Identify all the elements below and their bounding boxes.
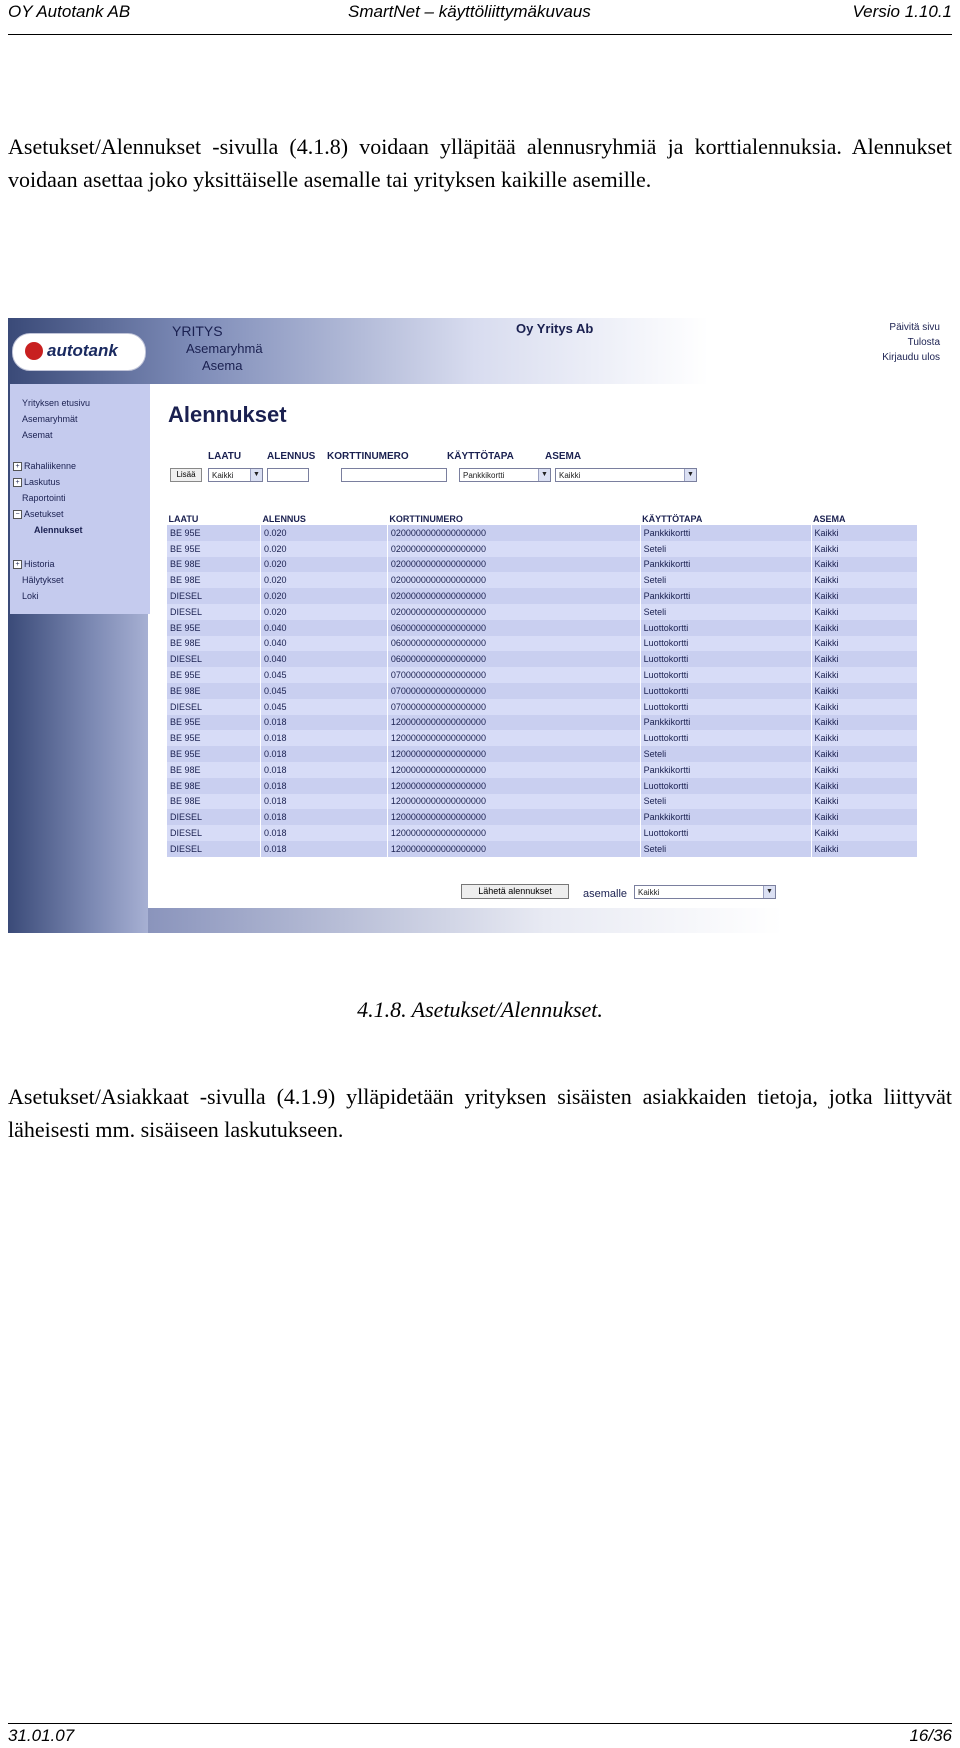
sidebar-item-label: Asetukset: [24, 509, 64, 519]
table-cell: 0.018: [260, 825, 387, 841]
sidebar-item-company-home[interactable]: Yrityksen etusivu: [22, 398, 91, 408]
sidebar-item-history[interactable]: [13, 559, 55, 569]
page-footer: [8, 1723, 952, 1748]
kayttotapa-select[interactable]: [459, 468, 551, 482]
table-cell: 0.045: [260, 667, 387, 683]
table-row[interactable]: [167, 541, 918, 557]
page-title: Alennukset: [168, 402, 287, 427]
table-cell: Seteli: [640, 572, 811, 588]
table-cell: Kaikki: [811, 620, 917, 636]
table-cell: Luottokortti: [640, 667, 811, 683]
table-row[interactable]: [167, 604, 918, 620]
table-cell: 1200000000000000000: [387, 746, 640, 762]
logo-text: autotank: [47, 341, 118, 360]
table-cell: 0.020: [260, 557, 387, 573]
table-cell: Pankkikortti: [640, 525, 811, 541]
sidebar-item-alarms[interactable]: Hälytykset: [22, 575, 64, 585]
expand-plus-icon[interactable]: +: [13, 462, 22, 471]
table-row[interactable]: [167, 525, 918, 541]
table-cell: 0.018: [260, 730, 387, 746]
nav-station-level[interactable]: Asema: [202, 358, 243, 373]
chevron-down-icon[interactable]: ▼: [250, 469, 262, 481]
sidebar-item-invoicing[interactable]: [13, 477, 60, 487]
company-name: Oy Yritys Ab: [516, 321, 594, 336]
table-cell: 0.018: [260, 778, 387, 794]
table-row[interactable]: [167, 557, 918, 573]
screenshot-figure: [8, 318, 942, 933]
table-cell: 0.020: [260, 604, 387, 620]
table-row[interactable]: [167, 667, 918, 683]
table-cell: 1200000000000000000: [387, 778, 640, 794]
table-row[interactable]: [167, 699, 918, 715]
column-header[interactable]: KORTTINUMERO: [389, 513, 463, 524]
alennus-input[interactable]: [267, 468, 309, 482]
korttinumero-input[interactable]: [341, 468, 447, 482]
sidebar-item-station-groups[interactable]: Asemaryhmät: [22, 414, 78, 424]
column-header[interactable]: KÄYTTÖTAPA: [642, 513, 703, 524]
chevron-down-icon[interactable]: ▼: [763, 886, 775, 898]
table-cell: 0.018: [260, 809, 387, 825]
table-cell: 1200000000000000000: [387, 809, 640, 825]
print-link[interactable]: Tulosta: [907, 337, 940, 348]
table-row[interactable]: [167, 636, 918, 652]
table-cell: Kaikki: [811, 572, 917, 588]
footer-date: 31.01.07: [8, 1726, 75, 1745]
send-discounts-button[interactable]: Lähetä alennukset: [461, 884, 569, 899]
sidebar-item-label: Laskutus: [24, 477, 61, 487]
table-cell: Kaikki: [811, 809, 917, 825]
asema-value: Kaikki: [559, 471, 581, 480]
table-cell: Kaikki: [811, 841, 917, 857]
asemalle-select[interactable]: [634, 885, 776, 899]
page-header: [8, 0, 952, 35]
table-cell: Kaikki: [811, 604, 917, 620]
table-cell: 0.040: [260, 620, 387, 636]
expand-plus-icon[interactable]: +: [13, 478, 22, 487]
table-cell: DIESEL: [167, 588, 261, 604]
table-cell: 1200000000000000000: [387, 794, 640, 810]
sidebar-item-settings[interactable]: [13, 509, 64, 519]
laatu-select[interactable]: [208, 468, 263, 482]
figure-caption: 4.1.8. Asetukset/Alennukset.: [357, 997, 603, 1022]
table-row[interactable]: [167, 730, 918, 746]
table-cell: 0600000000000000000: [387, 651, 640, 667]
column-header[interactable]: ALENNUS: [262, 513, 306, 524]
chevron-down-icon[interactable]: ▼: [538, 469, 550, 481]
table-cell: 0.045: [260, 683, 387, 699]
table-cell: Kaikki: [811, 715, 917, 731]
main-content: [150, 384, 930, 908]
table-cell: Pankkikortti: [640, 715, 811, 731]
table-cell: Luottokortti: [640, 730, 811, 746]
table-cell: Kaikki: [811, 636, 917, 652]
table-cell: 0700000000000000000: [387, 699, 640, 715]
second-paragraph: Asetukset/Asiakkaat -sivulla (4.1.9) ylläpidetään yrityksen sisäisten asiakkaiden tietoja, jotka liittyvät läheisesti mm. sisäiseen laskutukseen.: [8, 1084, 952, 1142]
table-cell: Kaikki: [811, 762, 917, 778]
table-row[interactable]: [167, 778, 918, 794]
table-cell: Seteli: [640, 794, 811, 810]
table-cell: 0.020: [260, 572, 387, 588]
table-cell: Seteli: [640, 841, 811, 857]
table-cell: Luottokortti: [640, 651, 811, 667]
discounts-table: [166, 512, 917, 857]
table-cell: 1200000000000000000: [387, 762, 640, 778]
table-cell: Kaikki: [811, 667, 917, 683]
table-cell: 0.020: [260, 525, 387, 541]
table-cell: 0600000000000000000: [387, 636, 640, 652]
table-cell: 0200000000000000000: [387, 588, 640, 604]
table-row[interactable]: [167, 572, 918, 588]
table-cell: Kaikki: [811, 557, 917, 573]
label-alennus: ALENNUS: [267, 451, 316, 462]
asema-select[interactable]: [555, 468, 697, 482]
top-right-links: [882, 320, 940, 365]
footer-page-number: 16/36: [909, 1726, 952, 1745]
table-cell: BE 98E: [167, 572, 261, 588]
table-cell: BE 98E: [167, 778, 261, 794]
top-banner: [8, 318, 942, 384]
table-cell: Kaikki: [811, 825, 917, 841]
sidebar-item-reporting[interactable]: Raportointi: [22, 493, 66, 503]
table-cell: Kaikki: [811, 588, 917, 604]
table-cell: Seteli: [640, 746, 811, 762]
table-cell: 1200000000000000000: [387, 715, 640, 731]
table-row[interactable]: [167, 841, 918, 857]
intro-paragraph: Asetukset/Alennukset -sivulla (4.1.8) voidaan ylläpitää alennusryhmiä ja korttialennuksia. Alennukset voidaan asettaa joko yksittäiselle asemalle tai yrityksen kaikille asemille.: [8, 134, 952, 192]
laatu-value: Kaikki: [212, 471, 234, 480]
sidebar: [10, 384, 150, 614]
table-cell: Kaikki: [811, 730, 917, 746]
table-cell: BE 95E: [167, 525, 261, 541]
table-cell: 0.040: [260, 636, 387, 652]
table-row[interactable]: [167, 588, 918, 604]
table-cell: Luottokortti: [640, 825, 811, 841]
table-cell: Luottokortti: [640, 636, 811, 652]
table-row[interactable]: [167, 762, 918, 778]
table-row[interactable]: [167, 746, 918, 762]
label-asema: ASEMA: [545, 451, 582, 462]
table-cell: Kaikki: [811, 683, 917, 699]
asemalle-value: Kaikki: [638, 888, 660, 897]
table-row[interactable]: [167, 715, 918, 731]
add-button[interactable]: Lisää: [170, 468, 202, 482]
table-cell: Pankkikortti: [640, 588, 811, 604]
logout-link[interactable]: Kirjaudu ulos: [882, 352, 940, 363]
header-document-title: SmartNet – käyttöliittymäkuvaus: [348, 2, 591, 21]
table-cell: Kaikki: [811, 541, 917, 557]
sidebar-item-label: Historia: [24, 559, 55, 569]
asemalle-label: asemalle: [583, 888, 628, 900]
table-cell: 0.018: [260, 715, 387, 731]
table-cell: DIESEL: [167, 651, 261, 667]
table-cell: Luottokortti: [640, 778, 811, 794]
table-row[interactable]: [167, 809, 918, 825]
table-cell: 1200000000000000000: [387, 730, 640, 746]
table-cell: DIESEL: [167, 809, 261, 825]
table-body: [167, 525, 918, 857]
header-version: Versio 1.10.1: [852, 2, 952, 21]
table-row[interactable]: [167, 620, 918, 636]
table-row[interactable]: [167, 651, 918, 667]
nav-group-level[interactable]: Asemaryhmä: [186, 341, 263, 356]
table-cell: 1200000000000000000: [387, 841, 640, 857]
table-cell: Luottokortti: [640, 620, 811, 636]
table-cell: Luottokortti: [640, 683, 811, 699]
table-cell: Kaikki: [811, 699, 917, 715]
table-cell: BE 95E: [167, 730, 261, 746]
table-cell: Seteli: [640, 541, 811, 557]
table-cell: Kaikki: [811, 778, 917, 794]
table-cell: DIESEL: [167, 841, 261, 857]
table-cell: BE 98E: [167, 557, 261, 573]
table-cell: 0.018: [260, 841, 387, 857]
refresh-link[interactable]: Päivitä sivu: [889, 322, 940, 333]
table-cell: Kaikki: [811, 525, 917, 541]
table-row[interactable]: [167, 825, 918, 841]
sidebar-item-discounts[interactable]: Alennukset: [34, 525, 83, 535]
table-cell: BE 98E: [167, 683, 261, 699]
logo-mark-icon: [25, 342, 43, 360]
collapse-minus-icon[interactable]: −: [13, 510, 22, 519]
table-cell: 0600000000000000000: [387, 620, 640, 636]
table-cell: BE 95E: [167, 746, 261, 762]
table-cell: DIESEL: [167, 825, 261, 841]
table-cell: 0.020: [260, 588, 387, 604]
label-kayttotapa: KÄYTTÖTAPA: [447, 451, 514, 462]
bottom-gradient: [148, 908, 942, 933]
table-header-row: [167, 512, 918, 525]
kayttotapa-value: Pankkikortti: [463, 471, 505, 480]
label-korttinumero: KORTTINUMERO: [327, 451, 409, 462]
table-cell: Seteli: [640, 604, 811, 620]
table-cell: 0200000000000000000: [387, 604, 640, 620]
table-cell: 0.020: [260, 541, 387, 557]
table-cell: 0.045: [260, 699, 387, 715]
sidebar-item-money-traffic[interactable]: [13, 461, 76, 471]
sidebar-item-label: Rahaliikenne: [24, 461, 77, 471]
table-cell: DIESEL: [167, 699, 261, 715]
autotank-logo: [12, 333, 146, 371]
label-laatu: LAATU: [208, 451, 242, 462]
table-cell: Luottokortti: [640, 699, 811, 715]
table-cell: DIESEL: [167, 604, 261, 620]
table-cell: Kaikki: [811, 746, 917, 762]
table-cell: 0200000000000000000: [387, 557, 640, 573]
column-header[interactable]: LAATU: [168, 513, 199, 524]
nav-company-level[interactable]: YRITYS: [172, 323, 223, 339]
table-cell: BE 98E: [167, 794, 261, 810]
table-cell: 0.018: [260, 746, 387, 762]
table-cell: 0.018: [260, 762, 387, 778]
sidebar-item-stations[interactable]: Asemat: [22, 430, 53, 440]
chevron-down-icon[interactable]: ▼: [684, 469, 696, 481]
table-cell: 0700000000000000000: [387, 667, 640, 683]
table-cell: Kaikki: [811, 651, 917, 667]
expand-plus-icon[interactable]: +: [13, 560, 22, 569]
table-cell: 0200000000000000000: [387, 572, 640, 588]
table-row[interactable]: [167, 683, 918, 699]
table-cell: 1200000000000000000: [387, 825, 640, 841]
table-cell: 0.018: [260, 794, 387, 810]
table-cell: 0700000000000000000: [387, 683, 640, 699]
sidebar-item-log[interactable]: Loki: [22, 591, 39, 601]
table-cell: 0200000000000000000: [387, 525, 640, 541]
table-cell: Pankkikortti: [640, 809, 811, 825]
table-cell: BE 95E: [167, 620, 261, 636]
header-company: OY Autotank AB: [8, 2, 131, 21]
table-row[interactable]: [167, 794, 918, 810]
table-cell: 0200000000000000000: [387, 541, 640, 557]
table-cell: Pankkikortti: [640, 762, 811, 778]
table-cell: BE 95E: [167, 541, 261, 557]
table-cell: Pankkikortti: [640, 557, 811, 573]
table-cell: BE 98E: [167, 762, 261, 778]
table-cell: Kaikki: [811, 794, 917, 810]
table-cell: BE 98E: [167, 636, 261, 652]
column-header[interactable]: ASEMA: [813, 513, 846, 524]
table-cell: BE 95E: [167, 667, 261, 683]
table-cell: 0.040: [260, 651, 387, 667]
table-cell: BE 95E: [167, 715, 261, 731]
